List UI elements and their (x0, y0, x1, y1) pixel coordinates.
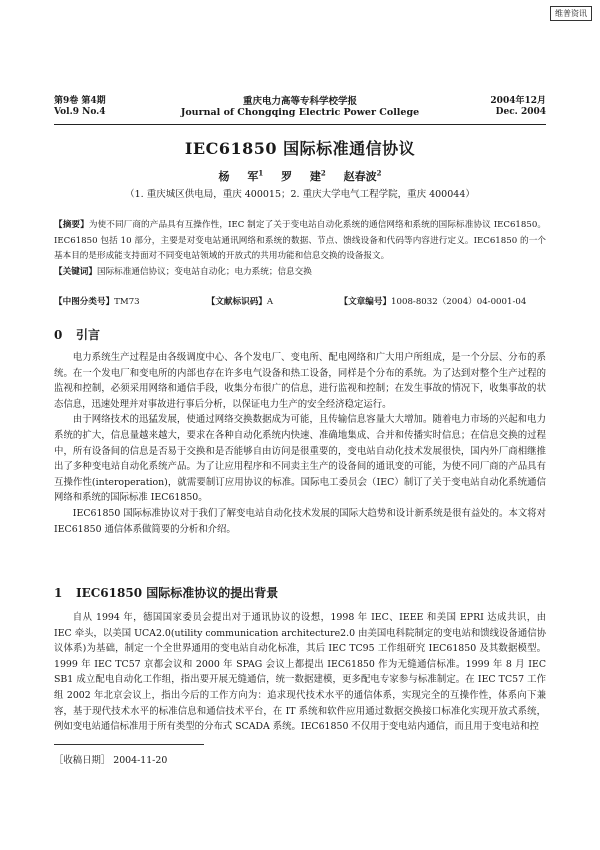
journal-en: Journal of Chongqing Electric Power College (180, 107, 420, 118)
abstract (54, 218, 546, 265)
journal-name (54, 96, 546, 118)
volume-cn: 第9卷 第4期 (54, 96, 106, 106)
affiliation: （1. 重庆城区供电局，重庆 400015；2. 重庆大学电气工程学院，重庆 400044） (125, 189, 475, 200)
keywords (54, 265, 546, 281)
keywords-label: 【关键词】 (54, 266, 97, 277)
paragraph: 电力系统生产过程是由各级调度中心、各个发电厂、变电所、配电网络和广大用户所组成，是一个分层、分布的系统。在一个发电厂和变电所的内部也存在许多电气设备和热工设备，同样是个分布的系统。为了达到对整个生产过程的监视和控制，必须采用网络和通信手段，收集分布很广的信息，进行监视和控制；在发生事故的情况下，收集事故的状态信息，迅速处理并对事故进行事后分析，以保证电力生产的安全经济稳定运行。 (54, 352, 546, 410)
header-rule (54, 124, 546, 125)
document-code: 【文献标识码】A (206, 297, 274, 307)
author: 赵春波$^2$ (343, 168, 382, 183)
issue-date (490, 96, 546, 118)
paragraph: 自从 1994 年，德国国家委员会提出对于通讯协议的设想，1998 年 IEC、IEEE 和美国 EPRI 达成共识，由 IEC 牵头，以美国 UCA2.0(utility communication architecture2.0 由美国电科院制定的变电站和馈线设备通信协议体系)为基础，制定一个全世界通用的变电站自动化标准，其后 IEC TC95 工作组研究 IEC61850 及其数据模型。1999 年 IEC TC57 京都会议和 2000 年 SPAG 会议上都提出 IEC61850 作为无缝通信标准。1999 年 8 月 IEC SB1 成立配电自动化工作组，指出要开展无缝通信，统一数据建模，更多配电专家参与标准制定。在 IEC TC57 工作组 2002 年北京会议上，指出今后的工作方向为：追求现代技术水平的通信体系，实现完全的互操作性，体系向下兼容，基于现代技术水平的标准信息和通信技术平台，在 IT 系统和软件应用通过数据交换接口标准化实现开放式系统，例如变电站通信标准用于所有类型的分布式 SCADA 系统。IEC61850 不仅用于变电站内通信，而且用于变电站和控 (54, 612, 546, 733)
paragraph: 由于网络技术的迅猛发展，使通过网络交换数据成为可能，且传输信息容量大大增加。随着电力市场的兴起和电力系统的扩大，信息量越来越大，要求在各种自动化系统内快速、准确地集成、合并和传播实时信息；在信息交换的过程中，所有设备间的信息是否易于交换和是否能够自由访问是很重要的，变电站自动化技术发展很快，国内外厂商相继推出了多种变电站自动化系统产品。为了让应用程序和不同卖主生产的设备间的通讯变的可能，为使不同厂商的产品具有互操作性(interoperation)，就需要制订应用协议的标准。国际电工委员会（IEC）制订了关于变电站自动化系统通信网络和系统的国际标准 IEC61850。 (54, 414, 546, 504)
date-en: Dec. 2004 (495, 107, 546, 117)
volume-en: Vol.9 No.4 (54, 107, 106, 117)
abstract-text: 为使不同厂商的产品具有互操作性，IEC 制定了关于变电站自动化系统的通信网络和系统的国际标准协议 IEC61850。IEC61850 包括 10 部分，主要是对变电站通讯网络和系统的数据、节点、馈线设备和代码等内容进行定义。IEC61850 的一个基本目的是形成能支持面对不同变电站领域的开放式的共用功能和信息交换的设备报文。 (54, 220, 546, 262)
background-body (54, 610, 546, 735)
section-heading-background (54, 584, 278, 601)
abstract-label: 【摘要】 (54, 220, 89, 230)
received-date: ［收稿日期］ 2004-11-20 (54, 755, 168, 766)
article-number: 【文章编号】1008-8032（2004）04-0001-04 (339, 297, 527, 307)
footnote-rule (54, 744, 204, 745)
classification-row (54, 296, 546, 308)
abstract-block (54, 218, 546, 280)
source-stamp: 维普资讯 (550, 6, 592, 21)
section-heading-intro (54, 326, 100, 343)
section-title: IEC61850 国际标准协议的提出背景 (76, 586, 279, 600)
date-cn: 2004年12月 (490, 96, 546, 106)
paragraph: IEC61850 国际标准协议对于我们了解变电站自动化技术发展的国际大趋势和设计新系统是很有益处的。本文将对 IEC61850 通信体系做简要的分析和介绍。 (54, 507, 546, 535)
keywords-text: 国际标准通信协议；变电站自动化；电力系统；信息交换 (96, 266, 312, 277)
author: 罗 建$^2$ (281, 168, 326, 183)
journal-cn: 重庆电力高等专科学校学报 (242, 96, 357, 107)
author: 杨 军$^1$ (218, 168, 264, 183)
author-list (0, 168, 600, 184)
paper-title: IEC61850 国际标准通信协议 (184, 139, 416, 158)
intro-body (54, 350, 546, 537)
section-number: 1 (54, 586, 63, 600)
running-header (54, 96, 546, 124)
clc-number: 【中图分类号】TM73 (54, 297, 140, 307)
section-number: 0 (54, 328, 63, 342)
section-title: 引言 (76, 328, 101, 342)
